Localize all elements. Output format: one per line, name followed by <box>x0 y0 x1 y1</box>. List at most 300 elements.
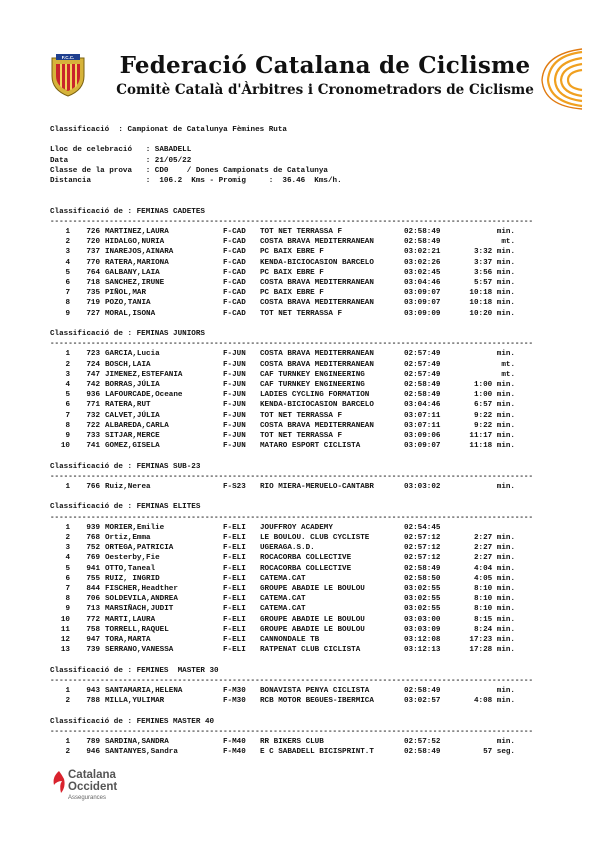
finish-time-cell: 02:57:52 <box>404 738 441 747</box>
position-cell: 1 <box>65 523 70 532</box>
team-cell: CANNONDALE TB <box>260 636 320 645</box>
team-cell: JOUFFROY ACADEMY <box>260 523 333 532</box>
position-cell: 7 <box>65 289 70 298</box>
bib-number-cell: 947 <box>86 636 100 645</box>
position-cell: 3 <box>65 370 70 379</box>
category-cell: F-JUN <box>223 432 246 441</box>
bib-number-cell: 726 <box>86 227 100 236</box>
position-cell: 2 <box>65 697 70 706</box>
category-cell: F-CAD <box>223 248 246 257</box>
team-cell: COSTA BRAVA MEDITERRANEAN <box>260 238 374 247</box>
bib-number-cell: 769 <box>86 554 100 563</box>
bib-number-cell: 739 <box>86 646 100 655</box>
separator-line: ---------------------------------------------------------------------------------------------------------- <box>50 472 534 481</box>
finish-time-cell: 02:58:49 <box>404 748 441 757</box>
category-cell: F-CAD <box>223 299 246 308</box>
category-cell: F-JUN <box>223 350 246 359</box>
team-cell: TOT NET TERRASSA F <box>260 227 343 236</box>
separator-line: ---------------------------------------------------------------------------------------------------------- <box>50 513 534 522</box>
category-cell: F-ELI <box>223 574 246 583</box>
result-row <box>50 258 570 268</box>
finish-time-cell: 02:57:12 <box>404 534 441 543</box>
bib-number-cell: 741 <box>86 442 100 451</box>
rider-name-cell: RATERA,MARIONA <box>105 258 169 267</box>
rider-name-cell: CALVET,JÚLIA <box>105 411 160 420</box>
result-row <box>50 288 570 298</box>
rider-name-cell: INAREJOS,AINARA <box>105 248 174 257</box>
finish-time-cell: 03:09:06 <box>404 432 441 441</box>
bib-number-cell: 758 <box>86 625 100 634</box>
time-gap-cell: 11:18 min. <box>469 442 515 451</box>
category-cell: F-M30 <box>223 687 246 696</box>
rider-name-cell: GALBANY,LAIA <box>105 268 160 277</box>
position-cell: 12 <box>60 636 70 645</box>
position-cell: 13 <box>60 646 70 655</box>
result-row <box>50 411 570 421</box>
bib-number-cell: 764 <box>86 268 100 277</box>
time-gap-cell: 4:04 min. <box>473 564 515 573</box>
category-cell: F-ELI <box>223 534 246 543</box>
finish-time-cell: 03:12:13 <box>404 646 441 655</box>
finish-time-cell: 02:57:49 <box>404 360 441 369</box>
result-row <box>50 645 570 655</box>
rider-name-cell: HIDALGO,NURIA <box>105 238 165 247</box>
separator-line: ---------------------------------------------------------------------------------------------------------- <box>50 676 534 685</box>
bib-number-cell: 720 <box>86 238 100 247</box>
team-cell: GROUPE ABADIE LE BOULOU <box>260 625 365 634</box>
category-cell: F-ELI <box>223 544 246 553</box>
bib-number-cell: 771 <box>86 401 100 410</box>
event-location: Lloc de celebració : SABADELL <box>50 146 192 155</box>
rider-name-cell: MARTINEZ,LAURA <box>105 227 169 236</box>
result-row <box>50 635 570 645</box>
position-cell: 2 <box>65 748 70 757</box>
result-row <box>50 227 570 237</box>
team-cell: KENDA-BICIOCASION BARCELO <box>260 258 374 267</box>
category-cell: F-CAD <box>223 258 246 267</box>
finish-time-cell: 02:58:49 <box>404 227 441 236</box>
position-cell: 6 <box>65 279 70 287</box>
bib-number-cell: 772 <box>86 615 100 624</box>
time-gap-cell: min. <box>496 227 515 236</box>
rider-name-cell: TORRELL,RAQUEL <box>105 625 169 634</box>
result-row <box>50 564 570 574</box>
bib-number-cell: 939 <box>86 523 100 532</box>
rider-name-cell: Oesterby,Fie <box>105 554 160 563</box>
category-cell: F-JUN <box>223 360 246 369</box>
category-cell: F-JUN <box>223 381 246 390</box>
team-cell: CATEMA.CAT <box>260 605 306 614</box>
team-cell: MATARO ESPORT CICLISTA <box>260 442 361 451</box>
classification-sections <box>50 207 570 768</box>
category-cell: F-CAD <box>223 238 246 247</box>
category-cell: F-CAD <box>223 279 246 287</box>
position-cell: 9 <box>65 605 70 614</box>
time-gap-cell: 6:57 min. <box>473 401 515 410</box>
category-cell: F-M30 <box>223 697 246 706</box>
finish-time-cell: 03:04:46 <box>404 401 441 410</box>
team-cell: E C SABADELL BICISPRINT.T <box>260 748 374 757</box>
result-row <box>50 390 570 400</box>
time-gap-cell: 3:32 min. <box>473 248 515 257</box>
time-gap-cell: 3:56 min. <box>473 268 515 277</box>
category-cell: F-JUN <box>223 401 246 410</box>
time-gap-cell: 1:00 min. <box>473 391 515 400</box>
result-row <box>50 686 570 696</box>
position-cell: 6 <box>65 574 70 583</box>
rider-name-cell: GARCIA,Lucia <box>105 350 160 359</box>
team-cell: TOT NET TERRASSA F <box>260 411 343 420</box>
result-row <box>50 360 570 370</box>
team-cell: ROCACORBA COLLECTIVE <box>260 564 352 573</box>
time-gap-cell: 1:00 min. <box>473 381 515 390</box>
team-cell: CAF TURNKEY ENGINEERING <box>260 381 365 390</box>
position-cell: 4 <box>65 381 70 390</box>
category-cell: F-CAD <box>223 309 246 318</box>
section-title: Classificació de : FEMINAS ELITES <box>50 503 201 512</box>
position-cell: 8 <box>65 299 70 308</box>
svg-text:F.C.C.: F.C.C. <box>61 55 75 60</box>
finish-time-cell: 02:58:49 <box>404 381 441 390</box>
time-gap-cell: mt. <box>501 360 515 369</box>
rider-name-cell: MARTI,LAURA <box>105 615 156 624</box>
team-cell: GROUPE ABADIE LE BOULOU <box>260 585 365 594</box>
rider-name-cell: MILLA,YULIMAR <box>105 697 165 706</box>
finish-time-cell: 03:02:55 <box>404 595 441 604</box>
team-cell: ROCACORBA COLLECTIVE <box>260 554 352 563</box>
time-gap-cell: 9:22 min. <box>473 411 515 420</box>
position-cell: 3 <box>65 544 70 553</box>
finish-time-cell: 02:58:49 <box>404 238 441 247</box>
bib-number-cell: 719 <box>86 299 100 308</box>
team-cell: TOT NET TERRASSA F <box>260 309 343 318</box>
result-row <box>50 584 570 594</box>
bib-number-cell: 747 <box>86 370 100 379</box>
result-row <box>50 553 570 563</box>
position-cell: 1 <box>65 483 70 492</box>
footer-logo-line1: Catalana <box>68 769 116 781</box>
position-cell: 8 <box>65 421 70 430</box>
time-gap-cell: 4:08 min. <box>473 697 515 706</box>
finish-time-cell: 03:12:08 <box>404 636 441 645</box>
time-gap-cell: 3:37 min. <box>473 258 515 267</box>
time-gap-cell: 57 seg. <box>483 748 515 757</box>
time-gap-cell: 5:57 min. <box>473 279 515 287</box>
time-gap-cell: min. <box>496 687 515 696</box>
time-gap-cell: min. <box>496 738 515 747</box>
bib-number-cell: 706 <box>86 595 100 604</box>
federation-title: Federació Catalana de Ciclisme <box>119 52 531 79</box>
rider-name-cell: FISCHER,Headther <box>105 585 178 594</box>
position-cell: 5 <box>65 268 70 277</box>
position-cell: 4 <box>65 554 70 563</box>
time-gap-cell: 17:23 min. <box>469 636 515 645</box>
rider-name-cell: MORIER,Emilie <box>105 523 165 532</box>
bib-number-cell: 788 <box>86 697 100 706</box>
result-row <box>50 431 570 441</box>
category-cell: F-ELI <box>223 564 246 573</box>
category-cell: F-ELI <box>223 554 246 563</box>
finish-time-cell: 02:58:49 <box>404 687 441 696</box>
position-cell: 11 <box>60 625 70 634</box>
position-cell: 7 <box>65 411 70 420</box>
time-gap-cell: min. <box>496 350 515 359</box>
bib-number-cell: 766 <box>86 483 100 492</box>
time-gap-cell: 8:10 min. <box>473 585 515 594</box>
result-row <box>50 482 570 492</box>
finish-time-cell: 03:09:07 <box>404 299 441 308</box>
finish-time-cell: 02:58:49 <box>404 391 441 400</box>
position-cell: 6 <box>65 401 70 410</box>
category-cell: F-M40 <box>223 738 246 747</box>
result-row <box>50 247 570 257</box>
team-cell: GROUPE ABADIE LE BOULOU <box>260 615 365 624</box>
category-cell: F-JUN <box>223 421 246 430</box>
event-class: Classe de la prova : CD0 / Dones Campionats de Catalunya <box>50 166 328 175</box>
team-cell: TOT NET TERRASSA F <box>260 432 343 441</box>
bib-number-cell: 735 <box>86 289 100 298</box>
bib-number-cell: 722 <box>86 421 100 430</box>
rider-name-cell: OTTO,Taneal <box>105 564 156 573</box>
bib-number-cell: 941 <box>86 564 100 573</box>
rider-name-cell: SANTANYES,Sandra <box>105 748 178 757</box>
category-cell: F-ELI <box>223 523 246 532</box>
category-cell: F-M40 <box>223 748 246 757</box>
bib-number-cell: 733 <box>86 432 100 441</box>
finish-time-cell: 03:09:07 <box>404 289 441 298</box>
document-header <box>0 46 595 106</box>
team-cell: COSTA BRAVA MEDITERRANEAN <box>260 279 374 287</box>
category-cell: F-CAD <box>223 289 246 298</box>
rider-name-cell: Ortiz,Emma <box>105 534 151 543</box>
position-cell: 8 <box>65 595 70 604</box>
event-classification: Classificació : Campionat de Catalunya Fèmines Ruta <box>50 126 287 134</box>
bib-number-cell: 755 <box>86 574 100 583</box>
team-cell: COSTA BRAVA MEDITERRANEAN <box>260 350 374 359</box>
result-row <box>50 574 570 584</box>
position-cell: 5 <box>65 564 70 573</box>
position-cell: 1 <box>65 350 70 359</box>
category-cell: F-ELI <box>223 585 246 594</box>
result-row <box>50 298 570 308</box>
position-cell: 10 <box>60 615 70 624</box>
result-row <box>50 400 570 410</box>
result-row <box>50 533 570 543</box>
section-title: Classificació de : FEMINAS SUB-23 <box>50 462 201 471</box>
team-cell: UGERAGA.S.D. <box>260 544 315 553</box>
separator-line: ---------------------------------------------------------------------------------------------------------- <box>50 727 534 736</box>
time-gap-cell: 10:18 min. <box>469 299 515 308</box>
time-gap-cell: 11:17 min. <box>469 432 515 441</box>
rider-name-cell: POZO,TANIA <box>105 299 151 308</box>
position-cell: 9 <box>65 432 70 441</box>
bib-number-cell: 732 <box>86 411 100 420</box>
result-row <box>50 268 570 278</box>
results-content <box>50 125 570 768</box>
time-gap-cell: min. <box>496 483 515 492</box>
committee-subtitle: Comitè Català d'Àrbitres i Cronometradors de Ciclisme <box>116 82 534 98</box>
rider-name-cell: Ruiz,Nerea <box>105 483 151 492</box>
bib-number-cell: 943 <box>86 687 100 696</box>
finish-time-cell: 03:03:09 <box>404 625 441 634</box>
result-row <box>50 696 570 706</box>
position-cell: 3 <box>65 248 70 257</box>
team-cell: CATEMA.CAT <box>260 574 306 583</box>
team-cell: CATEMA.CAT <box>260 595 306 604</box>
rider-name-cell: RATERA,RUT <box>105 401 151 410</box>
rider-name-cell: SITJAR,MERCE <box>105 432 160 441</box>
finish-time-cell: 03:07:11 <box>404 421 441 430</box>
finish-time-cell: 03:02:45 <box>404 268 441 277</box>
category-cell: F-ELI <box>223 615 246 624</box>
rider-name-cell: GOMEZ,GISELA <box>105 442 160 451</box>
category-cell: F-JUN <box>223 411 246 420</box>
rider-name-cell: SANCHEZ,IRUNE <box>105 279 165 287</box>
team-cell: RCB MOTOR BEGUES-IBERMICA <box>260 697 374 706</box>
category-cell: F-JUN <box>223 391 246 400</box>
team-cell: COSTA BRAVA MEDITERRANEAN <box>260 421 374 430</box>
catalana-occident-logo <box>50 769 140 819</box>
result-row <box>50 441 570 451</box>
position-cell: 1 <box>65 687 70 696</box>
result-row <box>50 278 570 288</box>
rider-name-cell: ALBAREDA,CARLA <box>105 421 169 430</box>
rider-name-cell: JIMENEZ,ESTEFANIA <box>105 370 183 379</box>
finish-time-cell: 02:58:50 <box>404 574 441 583</box>
category-cell: F-ELI <box>223 646 246 655</box>
time-gap-cell: 2:27 min. <box>473 544 515 553</box>
finish-time-cell: 03:02:55 <box>404 585 441 594</box>
rider-name-cell: MORAL,ISONA <box>105 309 156 318</box>
category-cell: F-ELI <box>223 595 246 604</box>
catalana-occident-icon <box>50 769 68 795</box>
category-cell: F-ELI <box>223 625 246 634</box>
result-row <box>50 747 570 757</box>
bib-number-cell: 737 <box>86 248 100 257</box>
position-cell: 2 <box>65 238 70 247</box>
rider-name-cell: SOLDEVILA,ANDREA <box>105 595 178 604</box>
finish-time-cell: 03:02:21 <box>404 248 441 257</box>
bib-number-cell: 752 <box>86 544 100 553</box>
event-date: Data : 21/05/22 <box>50 156 192 165</box>
result-row <box>50 380 570 390</box>
team-cell: PC BAIX EBRE F <box>260 268 324 277</box>
time-gap-cell: 17:28 min. <box>469 646 515 655</box>
position-cell: 5 <box>65 391 70 400</box>
position-cell: 1 <box>65 227 70 236</box>
category-cell: F-ELI <box>223 636 246 645</box>
footer-logo-line2: Occident <box>68 781 118 793</box>
section-title: Classificació de : FEMINES MASTER 30 <box>50 666 219 675</box>
event-distance: Distancia : 106.2 Kms - Promig : 36.46 Kms/h. <box>50 177 342 185</box>
result-row <box>50 604 570 614</box>
section-title: Classificació de : FEMINAS JUNIORS <box>50 330 205 338</box>
finish-time-cell: 02:57:12 <box>404 554 441 563</box>
bib-number-cell: 727 <box>86 309 100 318</box>
result-row <box>50 625 570 635</box>
category-cell: F-JUN <box>223 370 246 379</box>
team-cell: RR BIKERS CLUB <box>260 738 324 747</box>
rider-name-cell: BORRAS,JÚLIA <box>105 381 160 390</box>
time-gap-cell: 9:22 min. <box>473 421 515 430</box>
team-cell: PC BAIX EBRE F <box>260 289 324 298</box>
team-cell: LE BOULOU. CLUB CYCLISTE <box>260 534 370 543</box>
result-row <box>50 370 570 380</box>
rider-name-cell: TORA,MARTA <box>105 636 151 645</box>
finish-time-cell: 03:09:07 <box>404 442 441 451</box>
time-gap-cell: 10:20 min. <box>469 309 515 318</box>
category-cell: F-JUN <box>223 442 246 451</box>
result-row <box>50 615 570 625</box>
rider-name-cell: PIÑOL,MAR <box>105 289 147 298</box>
time-gap-cell <box>450 523 515 533</box>
rider-name-cell: RUIZ, INGRID <box>105 574 160 583</box>
bib-number-cell: 718 <box>86 279 100 287</box>
time-gap-cell: 8:10 min. <box>473 605 515 614</box>
footer-logo-line3: Assegurances <box>68 795 107 801</box>
category-cell: F-ELI <box>223 605 246 614</box>
finish-time-cell: 03:02:57 <box>404 697 441 706</box>
bib-number-cell: 713 <box>86 605 100 614</box>
bib-number-cell: 768 <box>86 534 100 543</box>
position-cell: 2 <box>65 534 70 543</box>
finish-time-cell: 02:54:45 <box>404 523 441 532</box>
team-cell: PC BAIX EBRE F <box>260 248 324 257</box>
time-gap-cell: 4:05 min. <box>473 574 515 583</box>
finish-time-cell: 03:07:11 <box>404 411 441 420</box>
team-cell: KENDA-BICIOCASION BARCELO <box>260 401 374 410</box>
finish-time-cell: 03:02:55 <box>404 605 441 614</box>
section-title: Classificació de : FEMINAS CADETES <box>50 207 205 216</box>
rider-name-cell: LAFOURCADE,Oceane <box>105 391 183 400</box>
team-cell: RIO MIERA-MERUELO-CANTABR <box>260 483 374 492</box>
time-gap-cell: 8:24 min. <box>473 625 515 634</box>
bib-number-cell: 946 <box>86 748 100 757</box>
position-cell: 4 <box>65 258 70 267</box>
result-row <box>50 737 570 747</box>
bib-number-cell: 844 <box>86 585 100 594</box>
team-cell: COSTA BRAVA MEDITERRANEAN <box>260 299 374 308</box>
rider-name-cell: SERRANO,VANESSA <box>105 646 174 655</box>
team-cell: CAF TURNKEY ENGINEERING <box>260 370 365 379</box>
bib-number-cell: 936 <box>86 391 100 400</box>
bib-number-cell: 723 <box>86 350 100 359</box>
team-cell: COSTA BRAVA MEDITERRANEAN <box>260 360 374 369</box>
team-cell: RATPENAT CLUB CICLISTA <box>260 646 361 655</box>
finish-time-cell: 03:04:46 <box>404 279 441 287</box>
bib-number-cell: 789 <box>86 738 100 747</box>
rider-name-cell: ORTEGA,PATRICIA <box>105 544 174 553</box>
bib-number-cell: 724 <box>86 360 100 369</box>
time-gap-cell: 10:18 min. <box>469 289 515 298</box>
position-cell: 2 <box>65 360 70 369</box>
result-row <box>50 594 570 604</box>
finish-time-cell: 03:03:00 <box>404 615 441 624</box>
rider-name-cell: SARDINA,SANDRA <box>105 738 169 747</box>
result-row <box>50 523 570 533</box>
category-cell: F-CAD <box>223 268 246 277</box>
separator-line: ---------------------------------------------------------------------------------------------------------- <box>50 340 534 349</box>
rider-name-cell: MARSIÑACH,JUDIT <box>105 605 174 614</box>
result-row <box>50 309 570 319</box>
team-cell: LADIES CYCLING FORMATION <box>260 391 370 400</box>
finish-time-cell: 03:09:09 <box>404 309 441 318</box>
position-cell: 10 <box>60 442 70 451</box>
time-gap-cell: mt. <box>501 238 515 247</box>
team-cell: BONAVISTA PENYA CICLISTA <box>260 687 370 696</box>
orange-swirl-logo <box>528 46 584 110</box>
bib-number-cell: 742 <box>86 381 100 390</box>
